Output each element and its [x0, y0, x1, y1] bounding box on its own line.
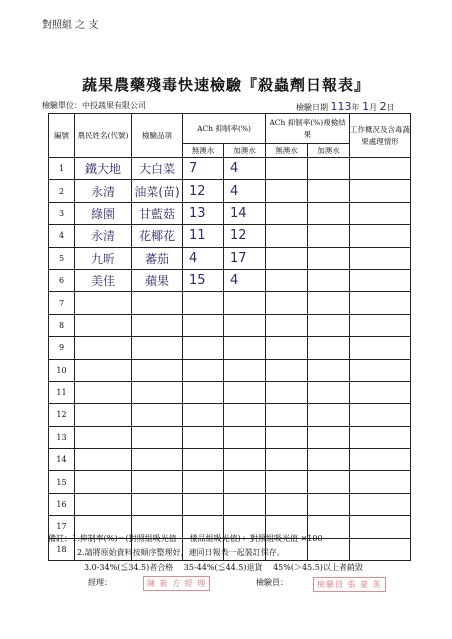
ach-enzyme: 14: [224, 202, 266, 224]
inspection-item: 甘藍菇: [132, 202, 183, 224]
header-farmer-name: 農民姓名(代號): [75, 114, 132, 158]
recheck-enzyme: [308, 449, 350, 471]
row-number: 15: [49, 471, 75, 493]
row-number: 11: [49, 381, 75, 403]
top-note: 對照組 之 支: [42, 20, 99, 31]
note-storage: 2.請將原始資料按順序整理好，連同日報表一起裝訂保存。: [77, 548, 285, 557]
ach-enzyme: [224, 493, 266, 515]
ach-no-enzyme: [183, 449, 224, 471]
recheck-enzyme: [308, 381, 350, 403]
row-number: 10: [49, 359, 75, 381]
recheck-no-enzyme: [266, 471, 308, 493]
recheck-no-enzyme: [266, 225, 308, 247]
inspection-item: [132, 449, 183, 471]
table-row: [49, 449, 411, 471]
inspection-item: 花椰花: [132, 225, 183, 247]
table-row: [49, 292, 411, 314]
recheck-enzyme: [308, 247, 350, 269]
header-ach: ACh 抑制率(%): [183, 114, 266, 144]
row-number: 6: [49, 269, 75, 291]
table-row: [49, 225, 411, 247]
row-number: 13: [49, 426, 75, 448]
ach-enzyme: 4: [224, 180, 266, 202]
work-status: [350, 180, 411, 202]
ach-no-enzyme: 12: [183, 180, 224, 202]
date-label: 檢驗日期: [296, 103, 328, 112]
farmer-name: [75, 449, 132, 471]
inspection-item: 大白菜: [132, 158, 183, 180]
table-row: [49, 314, 411, 336]
farmer-name: 永清: [75, 225, 132, 247]
table-row: [49, 269, 411, 291]
work-status: [350, 449, 411, 471]
inspection-item: [132, 359, 183, 381]
ach-no-enzyme: [183, 404, 224, 426]
ach-enzyme: 4: [224, 269, 266, 291]
table-row: [49, 471, 411, 493]
work-status: [350, 247, 411, 269]
recheck-no-enzyme: [266, 292, 308, 314]
table-row: [49, 202, 411, 224]
ach-no-enzyme: 7: [183, 158, 224, 180]
table-row: [49, 493, 411, 515]
ach-enzyme: 12: [224, 225, 266, 247]
date-day: 2: [379, 100, 387, 113]
recheck-no-enzyme: [266, 337, 308, 359]
row-number: 5: [49, 247, 75, 269]
ach-no-enzyme: [183, 381, 224, 403]
ach-no-enzyme: [183, 314, 224, 336]
header-no: 編號: [49, 114, 75, 158]
subheader-no-enzyme-recheck: 無澳水: [266, 144, 308, 158]
recheck-enzyme: [308, 314, 350, 336]
recheck-no-enzyme: [266, 247, 308, 269]
row-number: 9: [49, 337, 75, 359]
header-item: 檢驗品項: [132, 114, 183, 158]
row-number: 7: [49, 292, 75, 314]
inspection-item: [132, 426, 183, 448]
row-number: 1: [49, 158, 75, 180]
work-status: [350, 493, 411, 515]
manager-label: 經理：: [88, 578, 112, 587]
ach-no-enzyme: 15: [183, 269, 224, 291]
inspection-item: [132, 337, 183, 359]
farmer-name: [75, 493, 132, 515]
farmer-name: 永清: [75, 180, 132, 202]
inspection-item: [132, 471, 183, 493]
ach-enzyme: [224, 337, 266, 359]
recheck-enzyme: [308, 493, 350, 515]
farmer-name: [75, 426, 132, 448]
ach-enzyme: [224, 449, 266, 471]
recheck-enzyme: [308, 269, 350, 291]
recheck-enzyme: [308, 471, 350, 493]
date-month-unit: 月: [369, 103, 378, 112]
inspection-item: [132, 404, 183, 426]
farmer-name: 鐵大地: [75, 158, 132, 180]
work-status: [350, 337, 411, 359]
ach-enzyme: [224, 471, 266, 493]
work-status: [350, 404, 411, 426]
date-field: [296, 100, 395, 113]
work-status: [350, 538, 411, 560]
farmer-name: 綠園: [75, 202, 132, 224]
recheck-enzyme: [308, 225, 350, 247]
ach-enzyme: [224, 404, 266, 426]
recheck-enzyme: [308, 180, 350, 202]
recheck-no-enzyme: [266, 426, 308, 448]
ach-no-enzyme: [183, 493, 224, 515]
ach-no-enzyme: 4: [183, 247, 224, 269]
recheck-no-enzyme: [266, 381, 308, 403]
date-year: 113: [330, 100, 352, 113]
ach-no-enzyme: [183, 359, 224, 381]
note-formula: 備註：1.抑制率(%)＝(對照組吸光值 － 樣品組吸光值)÷ 對照組吸光值 ×100: [48, 534, 323, 543]
recheck-no-enzyme: [266, 314, 308, 336]
table-row: [49, 426, 411, 448]
ach-enzyme: [224, 314, 266, 336]
inspection-item: 油菜(苗): [132, 180, 183, 202]
inspector-label: 檢驗員：: [256, 578, 288, 587]
farmer-name: [75, 404, 132, 426]
unit-label: 檢驗單位：中投蔬果有限公司: [42, 101, 146, 110]
inspection-item: 蕃茄: [132, 247, 183, 269]
row-number: 12: [49, 404, 75, 426]
page-title: 蔬果農藥殘毒快速檢驗『殺蟲劑日報表』: [81, 76, 370, 94]
ach-no-enzyme: [183, 292, 224, 314]
header-work-status: 工作概況及含毒蔬果處理情形: [350, 114, 411, 158]
work-status: [350, 269, 411, 291]
work-status: [350, 292, 411, 314]
recheck-no-enzyme: [266, 158, 308, 180]
recheck-enzyme: [308, 426, 350, 448]
report-table: [48, 113, 411, 561]
row-number: 14: [49, 449, 75, 471]
recheck-no-enzyme: [266, 180, 308, 202]
inspection-item: [132, 381, 183, 403]
ach-no-enzyme: [183, 471, 224, 493]
header-recheck: ACh 抑制率(%)複檢結果: [266, 114, 350, 144]
table-row: [49, 247, 411, 269]
table-row: [49, 337, 411, 359]
inspection-item: 蘋果: [132, 269, 183, 291]
subheader-enzyme: 加澳水: [224, 144, 266, 158]
row-number: 2: [49, 180, 75, 202]
row-number: 4: [49, 225, 75, 247]
ach-no-enzyme: 13: [183, 202, 224, 224]
row-number: 18: [49, 538, 75, 560]
inspection-item: [132, 493, 183, 515]
work-status: [350, 202, 411, 224]
subheader-no-enzyme: 無澳水: [183, 144, 224, 158]
ach-enzyme: [224, 381, 266, 403]
farmer-name: [75, 292, 132, 314]
recheck-enzyme: [308, 158, 350, 180]
recheck-no-enzyme: [266, 269, 308, 291]
recheck-no-enzyme: [266, 449, 308, 471]
recheck-enzyme: [308, 337, 350, 359]
recheck-enzyme: [308, 359, 350, 381]
ach-no-enzyme: 11: [183, 225, 224, 247]
recheck-enzyme: [308, 404, 350, 426]
date-day-unit: 日: [386, 103, 395, 112]
row-number: 17: [49, 516, 75, 538]
inspection-item: [132, 292, 183, 314]
manager-stamp: 陳 筱 方 經 理: [143, 576, 210, 591]
work-status: [350, 516, 411, 538]
recheck-enzyme: [308, 202, 350, 224]
date-year-unit: 年: [351, 103, 360, 112]
note-thresholds: 3.0-34%(≦34.5)者合格 35-44%(≦44.5)退貨 45%(＞45.5)以上者銷毀: [84, 563, 363, 572]
recheck-no-enzyme: [266, 359, 308, 381]
work-status: [350, 225, 411, 247]
table-row: [49, 180, 411, 202]
row-number: 3: [49, 202, 75, 224]
table-row: [49, 359, 411, 381]
recheck-enzyme: [308, 292, 350, 314]
recheck-no-enzyme: [266, 493, 308, 515]
farmer-name: [75, 359, 132, 381]
work-status: [350, 426, 411, 448]
farmer-name: 美佳: [75, 269, 132, 291]
work-status: [350, 359, 411, 381]
ach-enzyme: [224, 292, 266, 314]
ach-enzyme: [224, 359, 266, 381]
inspector-stamp: 檢驗員 張 豪 英: [313, 577, 386, 592]
work-status: [350, 158, 411, 180]
row-number: 8: [49, 314, 75, 336]
ach-enzyme: 17: [224, 247, 266, 269]
work-status: [350, 471, 411, 493]
farmer-name: 九昕: [75, 247, 132, 269]
row-number: 16: [49, 493, 75, 515]
farmer-name: [75, 381, 132, 403]
table-row: [49, 381, 411, 403]
subheader-enzyme-recheck: 加澳水: [308, 144, 350, 158]
work-status: [350, 381, 411, 403]
ach-enzyme: 4: [224, 158, 266, 180]
recheck-no-enzyme: [266, 202, 308, 224]
inspection-item: [132, 314, 183, 336]
ach-enzyme: [224, 426, 266, 448]
table-row: [49, 158, 411, 180]
recheck-no-enzyme: [266, 404, 308, 426]
farmer-name: [75, 314, 132, 336]
ach-no-enzyme: [183, 337, 224, 359]
work-status: [350, 314, 411, 336]
ach-no-enzyme: [183, 426, 224, 448]
date-month: 1: [362, 100, 370, 113]
farmer-name: [75, 337, 132, 359]
table-row: [49, 404, 411, 426]
farmer-name: [75, 471, 132, 493]
